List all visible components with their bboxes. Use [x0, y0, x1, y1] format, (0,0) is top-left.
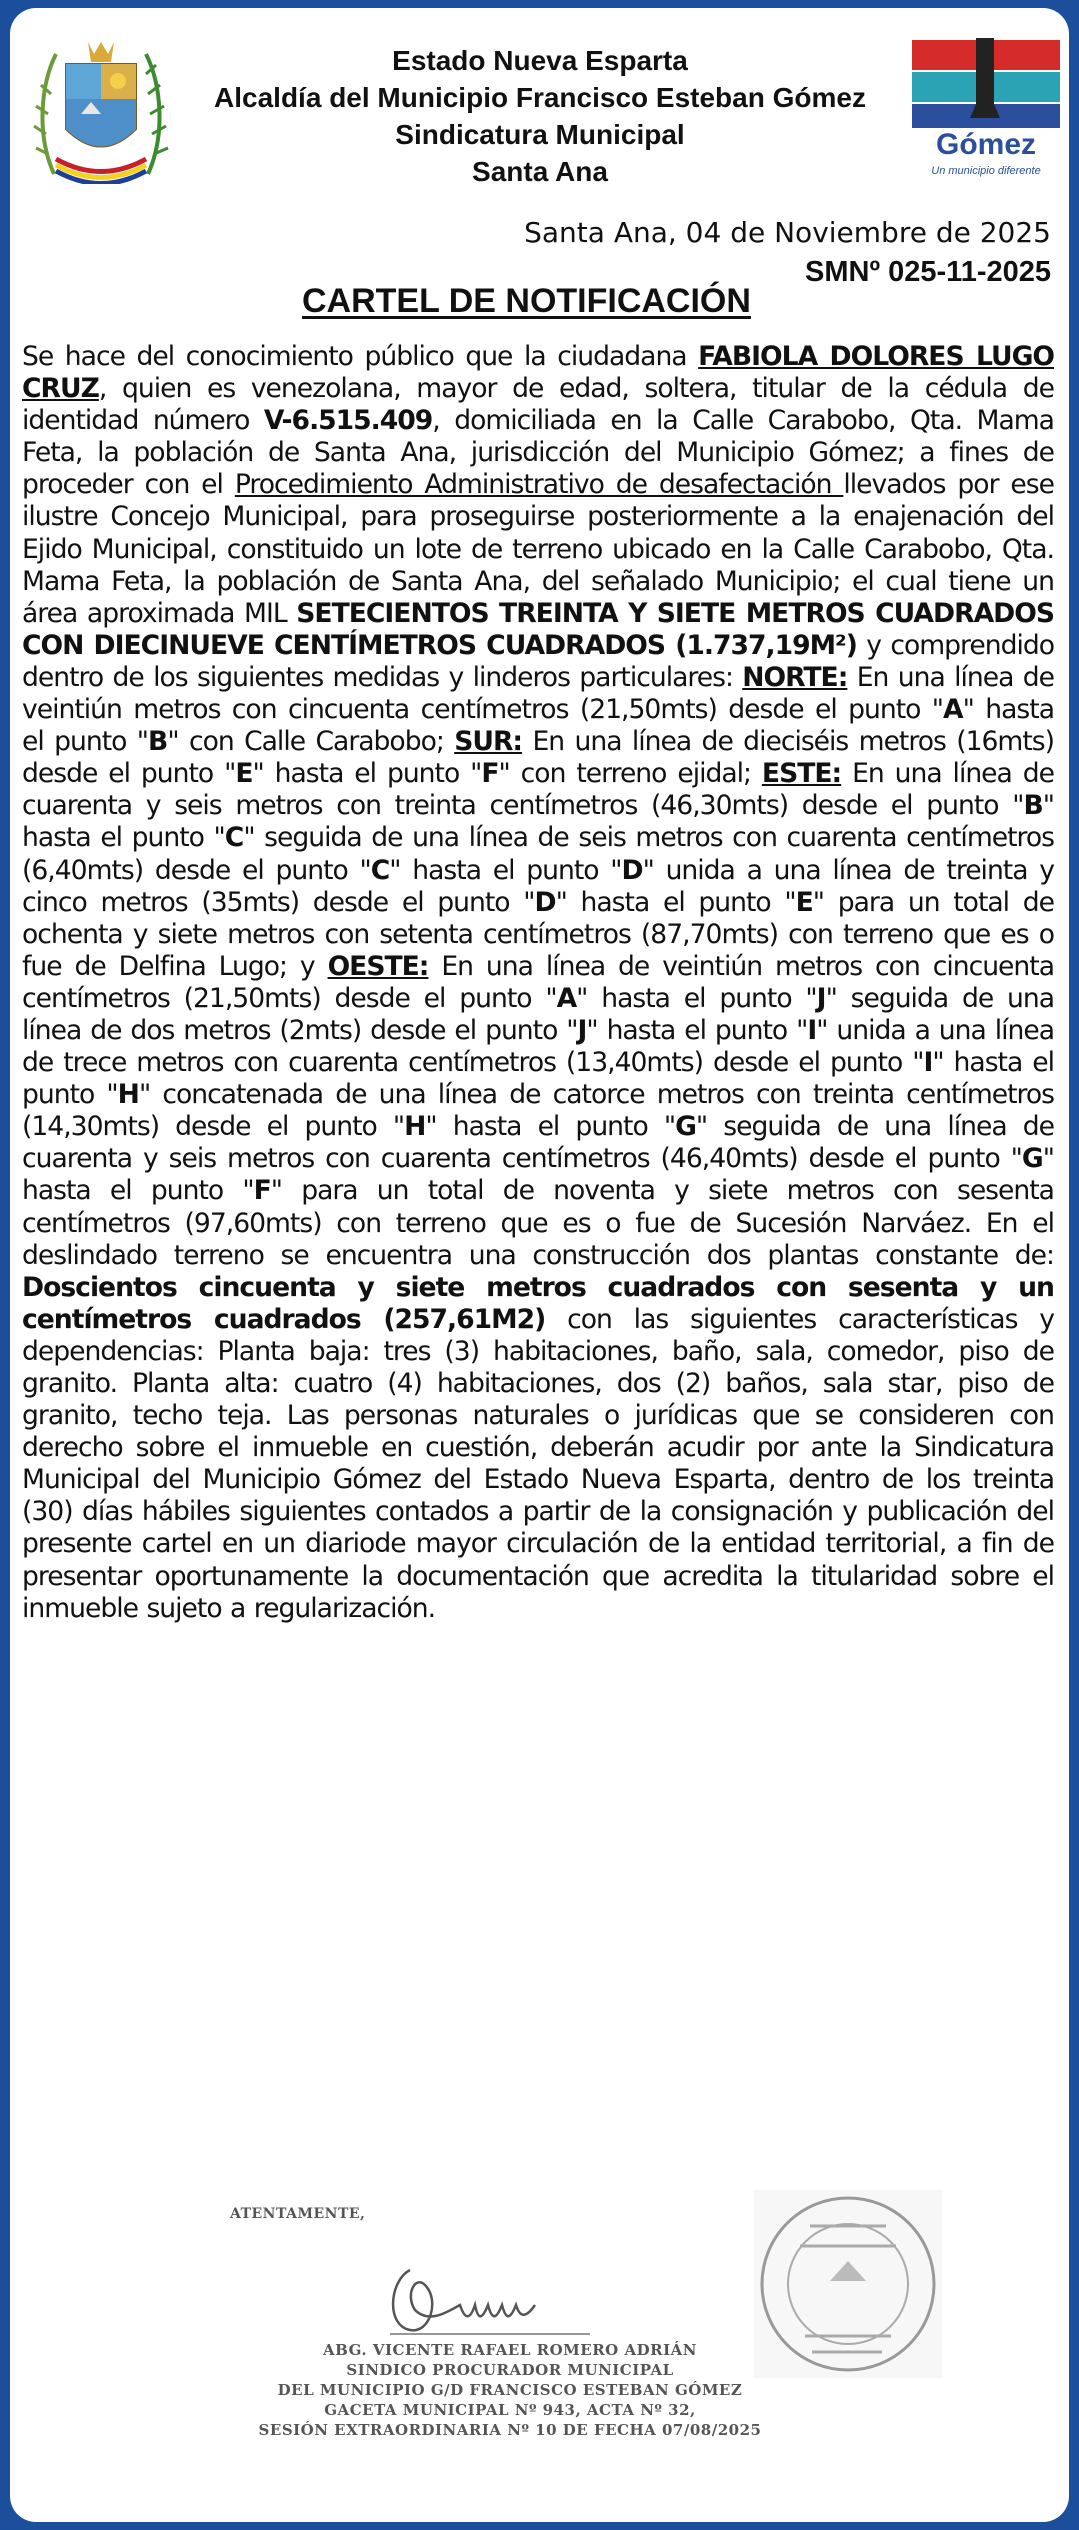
notice-body: Se hace del conocimiento público que la ciudadana FABIOLA DOLORES LUGO CRUZ, quien es venezolana, mayor de edad, soltera, titular de la cédula de identidad número V-6.515.409, domiciliada en la Calle Carabobo, Qta. Mama Feta, la población de Santa Ana, jurisdicción del Municipio Gómez; a fines de proceder con el Procedimiento Administrativo de desafectación llevados por ese ilustre Concejo Municipal, para proseguirse posteriormente a la enajenación del Ejido Municipal, constituido un lote de terreno ubicado en la Calle Carabobo, Qta. Mama Feta, la población de Santa Ana, del señalado Municipio; el cual tiene un área aproximada MIL SETECIENTOS TREINTA Y SIETE METROS CUADRADOS CON DIECINUEVE CENTÍMETROS CUADRADOS (1.737,19M²) y comprendido dentro de los siguientes medidas y linderos particulares: NORTE: En una línea de veintiún metros con cincuenta centímetros (21,50mts) desde el punto "A" hasta el punto "B" con Calle Carabobo; SUR: En una línea de dieciséis metros (16mts) desde el punto "E" hasta el punto "F" con terreno ejidal; ESTE: En una línea de cuarenta y seis metros con treinta centímetros (46,30mts) desde el punto "B" hasta el punto "C" seguida de una línea de seis metros con cuarenta centímetros (6,40mts) desde el punto "C" hasta el punto "D" unida a una línea de treinta y cinco metros (35mts) desde el punto "D" hasta el punto "E" para un total de ochenta y siete metros con setenta centímetros (87,70mts) con terreno que es o fue de Delfina Lugo; y OESTE: En una línea de veintiún metros con cincuenta centímetros (21,50mts) desde el punto "A" hasta el punto "J" seguida de una línea de dos metros (2mts) desde el punto "J" hasta el punto "I" unida a una línea de trece metros con cuarenta centímetros (13,40mts) desde el punto "I" hasta el punto "H" concatenada de una línea de catorce metros con treinta centímetros (14,30mts) desde el punto "H" hasta el punto "G" seguida de una línea de cuarenta y seis metros con cuarenta centímetros (46,40mts) desde el punto "G" hasta el punto "F" para un total de noventa y siete metros con sesenta centímetros (97,60mts) con terreno que es o fue de Sucesión Narváez. En el deslindado terreno se encuentra una construcción dos plantas constante de: Doscientos cincuenta y siete metros cuadrados con sesenta y un centímetros cuadrados (257,61M2) con las siguientes características y dependencias: Planta baja: tres (3) habitaciones, baño, sala, comedor, piso de granito. Planta alta: cuatro (4) habitaciones, dos (2) baños, sala star, piso de granito, techo teja. Las personas naturales o jurídicas que se consideren con derecho sobre el inmueble en cuestión, deberán acudir por ante la Sindicatura Municipal del Municipio Gómez del Estado Nueva Esparta, dentro de los treinta (30) días hábiles siguientes contados a partir de la consignación y publicación del presente cartel en un diariode mayor circulación de la entidad territorial, a fin de presentar oportunamente la documentación que acredita la titularidad sobre el inmueble sujeto a regularización. — [22, 341, 1055, 1624]
boundary-north: NORTE: — [742, 661, 848, 693]
logo-wordmark: Gómez — [935, 128, 1037, 161]
coat-of-arms-icon — [26, 34, 176, 184]
boundary-east: ESTE: — [761, 758, 842, 790]
closing-salutation: ATENTAMENTE, — [230, 2206, 366, 2222]
id-number: V-6.515.409 — [263, 405, 433, 437]
issue-date: Santa Ana, 04 de Noviembre de 2025 — [524, 216, 1051, 249]
mayoralty-name: Alcaldía del Municipio Francisco Esteban Gómez — [214, 82, 866, 113]
boundary-west: OESTE: — [327, 950, 429, 982]
town-name: Santa Ana — [472, 156, 608, 187]
gomez-logo-icon — [912, 38, 1060, 182]
procedure-name: Procedimiento Administrativo de desafectación — [234, 469, 844, 501]
letterhead — [10, 8, 1069, 198]
logo-tagline: Un municipio diferente — [931, 165, 1041, 177]
construction-area: Doscientos cincuenta y siete metros cuadrados con sesenta y un centímetros cuadrados (257,61M2) — [22, 1271, 1054, 1335]
page-title: CARTEL DE NOTIFICACIÓN — [302, 282, 751, 320]
gazette-reference: GACETA MUNICIPAL Nº 943, ACTA Nº 32, — [324, 2401, 696, 2419]
signatory-block — [240, 2340, 780, 2440]
official-stamp-icon — [750, 2186, 946, 2382]
land-area: SETECIENTOS TREINTA Y SIETE METROS CUADRADOS CON DIECINUEVE CENTÍMETROS CUADRADOS (1.737,19M²) — [22, 597, 1054, 661]
office-name: Sindicatura Municipal — [395, 119, 685, 150]
handwritten-signature — [370, 2250, 600, 2340]
document-page — [10, 8, 1069, 2522]
boundary-south: SUR: — [454, 726, 523, 758]
citizen-name: FABIOLA DOLORES LUGO CRUZ — [22, 341, 1055, 405]
session-reference: SESIÓN EXTRAORDINARIA Nº 10 DE FECHA 07/08/2025 — [258, 2421, 762, 2439]
signatory-name: ABG. VICENTE RAFAEL ROMERO ADRIÁN — [323, 2341, 697, 2359]
state-name: Estado Nueva Esparta — [392, 45, 688, 76]
letterhead-text — [160, 42, 920, 190]
signatory-role: SINDICO PROCURADOR MUNICIPAL — [346, 2361, 674, 2379]
reference-number: SMNº 025-11-2025 — [805, 256, 1051, 288]
signatory-municipality: DEL MUNICIPIO G/D FRANCISCO ESTEBAN GÓMEZ — [277, 2381, 743, 2399]
